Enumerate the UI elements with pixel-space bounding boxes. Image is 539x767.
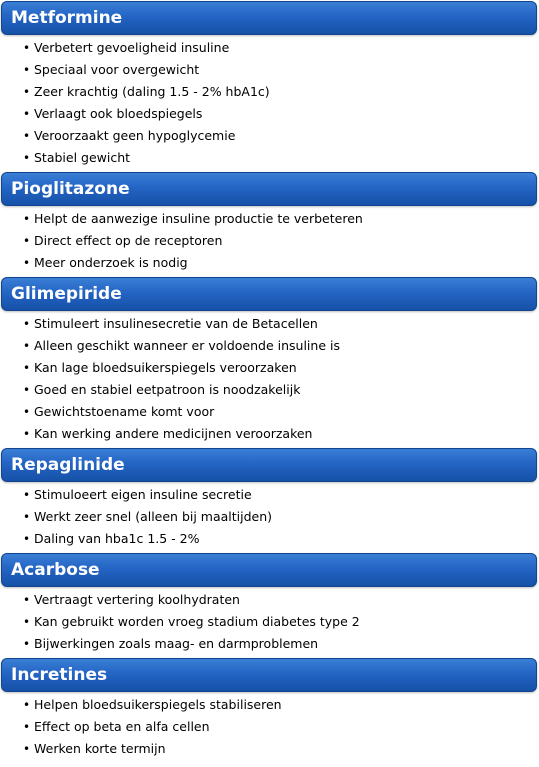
list-item bbox=[0, 59, 539, 81]
bullet-icon: • bbox=[23, 85, 31, 99]
list-item-text: Speciaal voor overgewicht bbox=[34, 62, 200, 77]
bullet-list bbox=[0, 208, 539, 274]
section-title: Pioglitazone bbox=[11, 179, 130, 199]
bullet-icon: • bbox=[23, 107, 31, 121]
list-item bbox=[0, 589, 539, 611]
bullet-list bbox=[0, 589, 539, 655]
list-item bbox=[0, 81, 539, 103]
list-item bbox=[0, 37, 539, 59]
section-header bbox=[1, 553, 537, 587]
bullet-icon: • bbox=[23, 427, 31, 441]
list-item bbox=[0, 484, 539, 506]
bullet-icon: • bbox=[23, 317, 31, 331]
section-title: Acarbose bbox=[11, 560, 100, 580]
bullet-icon: • bbox=[23, 637, 31, 651]
bullet-icon: • bbox=[23, 615, 31, 629]
list-item bbox=[0, 633, 539, 655]
list-item-text: Direct effect op de receptoren bbox=[34, 233, 223, 248]
list-item-text: Goed en stabiel eetpatroon is noodzakelijk bbox=[34, 382, 301, 397]
list-item-text: Daling van hba1c 1.5 - 2% bbox=[34, 531, 200, 546]
bullet-icon: • bbox=[23, 510, 31, 524]
bullet-list bbox=[0, 694, 539, 760]
section-acarbose bbox=[0, 553, 539, 655]
bullet-icon: • bbox=[23, 405, 31, 419]
list-item bbox=[0, 125, 539, 147]
list-item-text: Vertraagt vertering koolhydraten bbox=[34, 592, 240, 607]
section-header bbox=[1, 658, 537, 692]
list-item bbox=[0, 528, 539, 550]
list-item-text: Helpt de aanwezige insuline productie te verbeteren bbox=[34, 211, 363, 226]
section-header bbox=[1, 1, 537, 35]
section-title: Metformine bbox=[11, 8, 123, 28]
list-item bbox=[0, 230, 539, 252]
list-item-text: Werken korte termijn bbox=[34, 741, 166, 756]
list-item-text: Effect op beta en alfa cellen bbox=[34, 719, 210, 734]
bullet-icon: • bbox=[23, 41, 31, 55]
list-item bbox=[0, 147, 539, 169]
bullet-list bbox=[0, 37, 539, 169]
bullet-icon: • bbox=[23, 532, 31, 546]
list-item bbox=[0, 694, 539, 716]
bullet-list bbox=[0, 484, 539, 550]
section-incretines bbox=[0, 658, 539, 760]
list-item bbox=[0, 313, 539, 335]
bullet-icon: • bbox=[23, 129, 31, 143]
list-item bbox=[0, 506, 539, 528]
list-item-text: Stimuloeert eigen insuline secretie bbox=[34, 487, 252, 502]
list-item-text: Werkt zeer snel (alleen bij maaltijden) bbox=[34, 509, 273, 524]
section-title: Repaglinide bbox=[11, 455, 125, 475]
bullet-list bbox=[0, 313, 539, 445]
list-item-text: Alleen geschikt wanneer er voldoende insuline is bbox=[34, 338, 340, 353]
list-item-text: Kan gebruikt worden vroeg stadium diabetes type 2 bbox=[34, 614, 360, 629]
bullet-icon: • bbox=[23, 63, 31, 77]
list-item bbox=[0, 738, 539, 760]
list-item-text: Zeer krachtig (daling 1.5 - 2% hbA1c) bbox=[34, 84, 270, 99]
list-item bbox=[0, 611, 539, 633]
list-item-text: Verlaagt ook bloedspiegels bbox=[34, 106, 203, 121]
bullet-icon: • bbox=[23, 488, 31, 502]
section-metformine bbox=[0, 1, 539, 169]
bullet-icon: • bbox=[23, 339, 31, 353]
bullet-icon: • bbox=[23, 742, 31, 756]
list-item-text: Kan lage bloedsuikerspiegels veroorzaken bbox=[34, 360, 297, 375]
list-item bbox=[0, 716, 539, 738]
bullet-icon: • bbox=[23, 698, 31, 712]
list-item bbox=[0, 357, 539, 379]
list-item bbox=[0, 103, 539, 125]
bullet-icon: • bbox=[23, 383, 31, 397]
list-item-text: Kan werking andere medicijnen veroorzaken bbox=[34, 426, 313, 441]
section-repaglinide bbox=[0, 448, 539, 550]
list-item-text: Veroorzaakt geen hypoglycemie bbox=[34, 128, 236, 143]
bullet-icon: • bbox=[23, 720, 31, 734]
bullet-icon: • bbox=[23, 234, 31, 248]
list-item-text: Stimuleert insulinesecretie van de Betacellen bbox=[34, 316, 318, 331]
section-header bbox=[1, 448, 537, 482]
bullet-icon: • bbox=[23, 212, 31, 226]
list-item bbox=[0, 208, 539, 230]
list-item-text: Stabiel gewicht bbox=[34, 150, 131, 165]
list-item bbox=[0, 401, 539, 423]
list-item-text: Gewichtstoename komt voor bbox=[34, 404, 215, 419]
section-header bbox=[1, 277, 537, 311]
section-title: Incretines bbox=[11, 665, 108, 685]
list-item-text: Helpen bloedsuikerspiegels stabiliseren bbox=[34, 697, 282, 712]
list-item-text: Verbetert gevoeligheid insuline bbox=[34, 40, 230, 55]
section-header bbox=[1, 172, 537, 206]
list-item-text: Meer onderzoek is nodig bbox=[34, 255, 188, 270]
bullet-icon: • bbox=[23, 593, 31, 607]
list-item bbox=[0, 335, 539, 357]
list-item-text: Bijwerkingen zoals maag- en darmproblemen bbox=[34, 636, 319, 651]
bullet-icon: • bbox=[23, 151, 31, 165]
section-title: Glimepiride bbox=[11, 284, 122, 304]
list-item bbox=[0, 423, 539, 445]
section-glimepiride bbox=[0, 277, 539, 445]
bullet-icon: • bbox=[23, 361, 31, 375]
bullet-icon: • bbox=[23, 256, 31, 270]
list-item bbox=[0, 379, 539, 401]
list-item bbox=[0, 252, 539, 274]
section-pioglitazone bbox=[0, 172, 539, 274]
